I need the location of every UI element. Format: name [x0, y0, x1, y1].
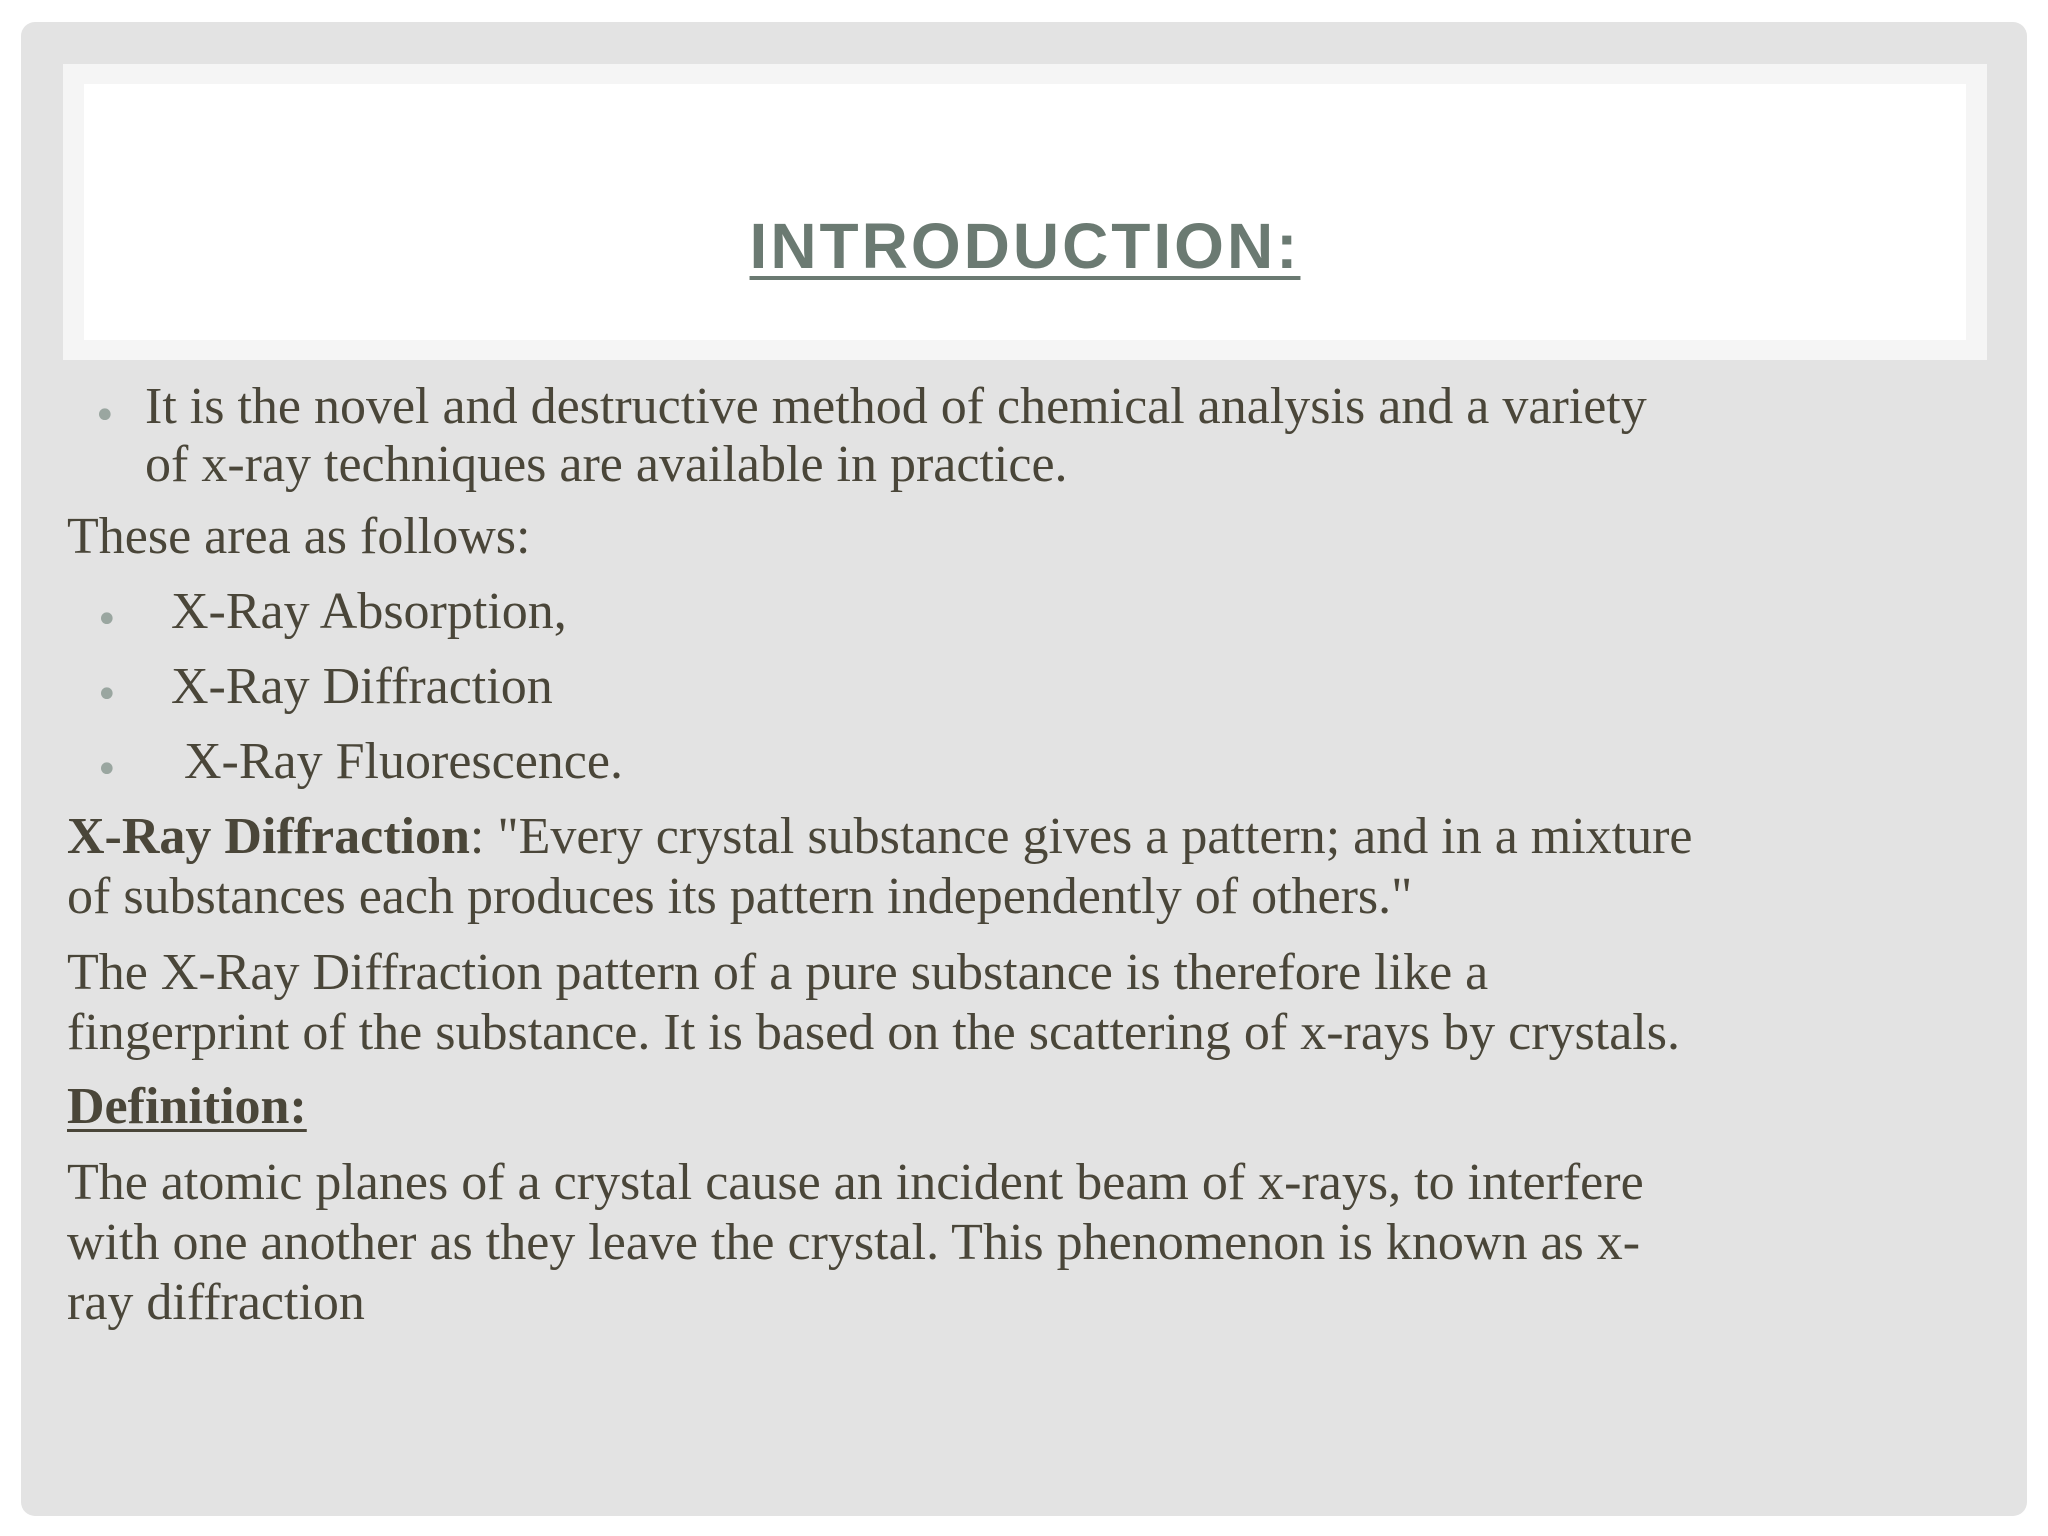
technique-item: X-Ray Absorption,: [171, 583, 567, 640]
fingerprint-line-1: The X-Ray Diffraction pattern of a pure substance is therefore like a: [67, 944, 1489, 1001]
slide-title: INTRODUCTION:: [749, 210, 1301, 282]
xrd-quote-text: : "Every crystal substance gives a pattern; and in a mixture: [469, 808, 1693, 865]
bullet-icon: •: [93, 393, 117, 439]
title-box: [84, 84, 1966, 340]
bullet-icon: •: [95, 747, 119, 793]
bullet-icon: •: [95, 597, 119, 643]
intro-line-2: of x-ray techniques are available in practice.: [145, 436, 1068, 493]
technique-item: X-Ray Diffraction: [171, 658, 553, 715]
bullet-icon: •: [95, 672, 119, 718]
definition-heading: Definition:: [67, 1078, 307, 1135]
intro-line-1: It is the novel and destructive method of chemical analysis and a variety: [145, 378, 1647, 435]
definition-line-1: The atomic planes of a crystal cause an incident beam of x-rays, to interfere: [67, 1154, 1644, 1211]
slide: [21, 22, 2027, 1516]
definition-line-2: with one another as they leave the crystal. This phenomenon is known as x-: [67, 1214, 1641, 1271]
technique-item: X-Ray Fluorescence.: [171, 733, 623, 790]
definition-line-3: ray diffraction: [67, 1274, 365, 1331]
fingerprint-line-2: fingerprint of the substance. It is based on the scattering of x-rays by crystals.: [67, 1004, 1680, 1061]
xrd-quote-line-2: of substances each produces its pattern independently of others.": [67, 868, 1413, 925]
follows-text: These area as follows:: [67, 508, 531, 565]
xrd-quote-line-1: [67, 806, 1693, 867]
xrd-label: X-Ray Diffraction: [67, 808, 470, 865]
